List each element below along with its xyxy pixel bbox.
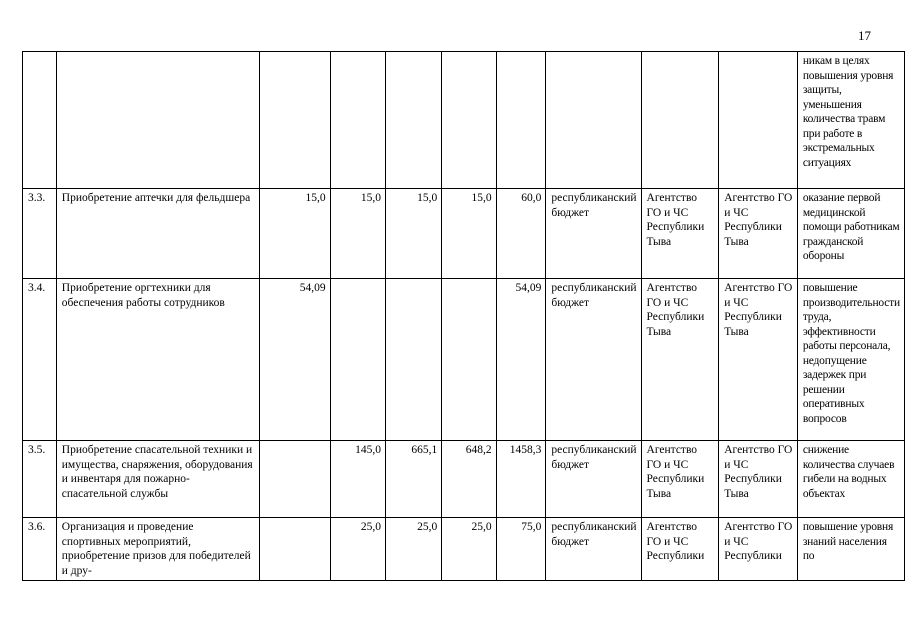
value-cell: 15,0 xyxy=(385,189,441,279)
value-cell xyxy=(259,518,330,581)
value-cell: 15,0 xyxy=(330,189,385,279)
value-cell xyxy=(442,279,496,441)
value-cell xyxy=(259,441,330,518)
executor-cell: Агентство ГО и ЧС Республики Тыва xyxy=(641,441,719,518)
executor-cell xyxy=(641,52,719,189)
value-cell: 145,0 xyxy=(330,441,385,518)
row-number xyxy=(23,52,57,189)
row-name: Организация и проведение спортивных мероприятий, приобретение призов для победителей и дру- xyxy=(56,518,259,581)
executor-cell: Агентство ГО и ЧС Республики Тыва xyxy=(719,279,798,441)
value-cell: 25,0 xyxy=(330,518,385,581)
result-cell: оказание первой медицинской помощи работникам гражданской обороны xyxy=(797,189,904,279)
row-name: Приобретение оргтехники для обеспечения работы сотрудников xyxy=(56,279,259,441)
table-row xyxy=(23,279,905,441)
row-name: Приобретение спасательной техники и имущества, снаряжения, оборудования и инвентаря для пожарно-спасательной службы xyxy=(56,441,259,518)
executor-cell: Агентство ГО и ЧС Республики Тыва xyxy=(641,189,719,279)
table-row xyxy=(23,518,905,581)
value-cell xyxy=(330,279,385,441)
result-cell: никам в целях повышения уровня защиты, уменьшения количества травм при работе в экстремальных ситуациях xyxy=(797,52,904,189)
value-cell xyxy=(385,52,441,189)
value-cell: 25,0 xyxy=(442,518,496,581)
funding-source: республиканский бюджет xyxy=(546,518,641,581)
row-name: Приобретение аптечки для фельдшера xyxy=(56,189,259,279)
funding-source: республиканский бюджет xyxy=(546,279,641,441)
row-number: 3.6. xyxy=(23,518,57,581)
value-cell: 54,09 xyxy=(259,279,330,441)
value-cell xyxy=(385,279,441,441)
program-table xyxy=(22,51,905,581)
executor-cell: Агентство ГО и ЧС Республики xyxy=(719,518,798,581)
value-cell: 665,1 xyxy=(385,441,441,518)
funding-source: республиканский бюджет xyxy=(546,189,641,279)
executor-cell xyxy=(719,52,798,189)
value-cell: 54,09 xyxy=(496,279,546,441)
result-cell: снижение количества случаев гибели на водных объектах xyxy=(797,441,904,518)
executor-cell: Агентство ГО и ЧС Республики Тыва xyxy=(641,279,719,441)
result-cell: повышение производительности труда, эффективности работы персонала, недопущение задержек при решении оперативных вопросов xyxy=(797,279,904,441)
value-cell: 25,0 xyxy=(385,518,441,581)
table-row xyxy=(23,189,905,279)
value-cell: 60,0 xyxy=(496,189,546,279)
value-cell xyxy=(496,52,546,189)
value-cell: 1458,3 xyxy=(496,441,546,518)
funding-source: республиканский бюджет xyxy=(546,441,641,518)
table-row xyxy=(23,441,905,518)
value-cell: 15,0 xyxy=(259,189,330,279)
table-row xyxy=(23,52,905,189)
row-number: 3.4. xyxy=(23,279,57,441)
row-number: 3.3. xyxy=(23,189,57,279)
value-cell: 15,0 xyxy=(442,189,496,279)
executor-cell: Агентство ГО и ЧС Республики xyxy=(641,518,719,581)
executor-cell: Агентство ГО и ЧС Республики Тыва xyxy=(719,189,798,279)
executor-cell: Агентство ГО и ЧС Республики Тыва xyxy=(719,441,798,518)
funding-source xyxy=(546,52,641,189)
result-cell: повышение уровня знаний населения по xyxy=(797,518,904,581)
value-cell xyxy=(442,52,496,189)
value-cell: 75,0 xyxy=(496,518,546,581)
page-number: 17 xyxy=(858,28,871,43)
row-name xyxy=(56,52,259,189)
value-cell xyxy=(259,52,330,189)
value-cell xyxy=(330,52,385,189)
value-cell: 648,2 xyxy=(442,441,496,518)
row-number: 3.5. xyxy=(23,441,57,518)
